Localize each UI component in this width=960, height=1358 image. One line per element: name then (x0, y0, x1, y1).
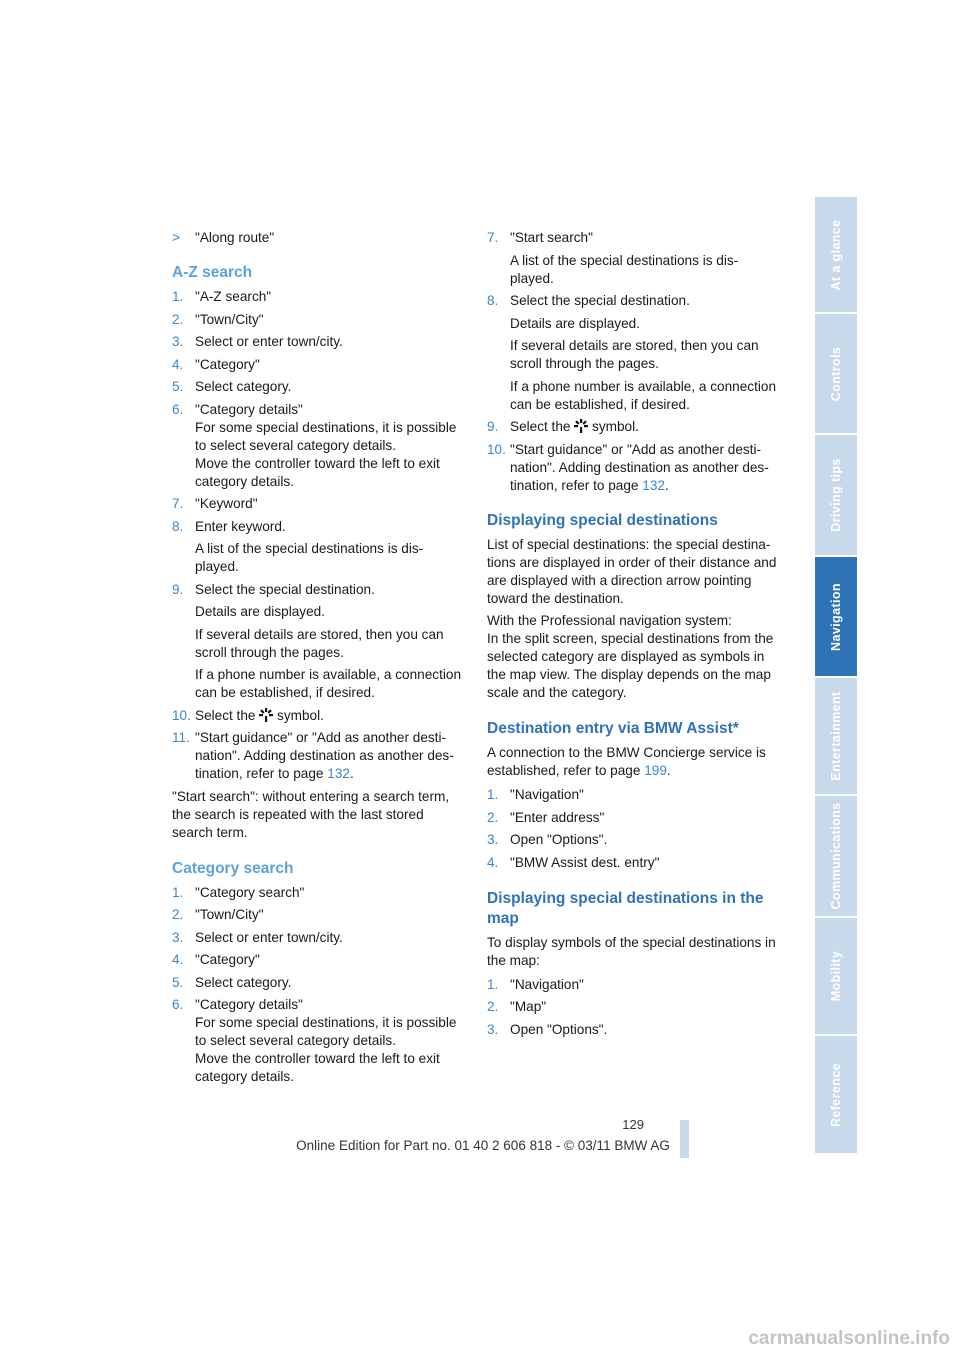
map-destinations-steps (487, 976, 779, 1039)
category-search-heading: Category search (172, 859, 294, 877)
step-item (487, 831, 779, 849)
step-item (172, 333, 464, 351)
step-body (510, 1021, 779, 1039)
side-tab-label: Reference (829, 1062, 843, 1127)
step-body (195, 996, 464, 1086)
bmw-assist-heading: Destination entry via BMW Assist* (487, 720, 739, 737)
step-text: "Town/City" (195, 907, 264, 922)
step-item (172, 729, 464, 783)
step-detail: If a phone number is available, a connection can be established, if desired. (510, 378, 777, 412)
step-number: 2. (487, 809, 499, 825)
step-detail: If several details are stored, then you can scroll through the pages. (510, 338, 759, 371)
step-number: 1. (172, 884, 184, 900)
bullet-marker: > (172, 230, 180, 245)
step-text: "Category details" For some special destinations, it is possible to select several category details. Move the controller toward the left to exit category details. (195, 401, 457, 489)
step-body (510, 831, 779, 849)
step-detail: A list of the special destinations is dis-played. (510, 252, 739, 286)
step-item (172, 378, 464, 396)
step-end: . (664, 477, 669, 493)
step-text: symbol. (592, 419, 639, 434)
step-text: "Start guidance" or "Add as another desti-nation". Adding destination as another des-tination, refer to page (195, 730, 454, 781)
step-text: "A-Z search" (195, 289, 272, 304)
step-number: 4. (172, 356, 184, 372)
step-number: 2. (487, 999, 499, 1014)
step-text: symbol. (277, 707, 324, 723)
step-text: Select the special destination. (510, 293, 690, 308)
step-item (487, 441, 779, 495)
step-number: 3. (487, 832, 499, 847)
step-item (172, 288, 464, 306)
step-body (510, 809, 779, 827)
side-tabs (815, 197, 857, 1155)
side-tab-label: Driving tips (829, 458, 843, 532)
step-item (487, 998, 779, 1016)
step-number: 3. (487, 1021, 499, 1037)
step-body (510, 786, 779, 804)
side-tab-entertainment[interactable] (815, 678, 857, 796)
step-number: 8. (487, 293, 499, 308)
step-text: "BMW Assist dest. entry" (510, 854, 660, 870)
page-number: 129 (622, 1117, 644, 1132)
step-number: 8. (172, 518, 184, 534)
step-item (487, 1021, 779, 1039)
step-text: "Enter address" (510, 809, 605, 825)
step-number: 7. (487, 230, 499, 245)
side-tab-controls[interactable] (815, 314, 857, 435)
step-item (172, 356, 464, 374)
step-text: Select or enter town/city. (195, 929, 343, 945)
step-text: "Category search" (195, 884, 305, 900)
step-number: 1. (487, 976, 499, 992)
side-tab-label: At a glance (829, 218, 843, 291)
right-column (487, 229, 779, 1043)
step-number: 4. (172, 952, 184, 967)
step-detail: Details are displayed. (195, 604, 325, 619)
step-detail: If several details are stored, then you can scroll through the pages. (195, 626, 444, 660)
step-body (510, 441, 779, 495)
step-text: "Category" (195, 356, 260, 372)
step-text: Select category. (195, 379, 292, 394)
step-item (487, 229, 779, 288)
step-body (195, 518, 464, 536)
step-text: Enter keyword. (195, 518, 286, 534)
step-body (195, 974, 464, 992)
side-tab-label: Entertainment (829, 691, 843, 781)
step-number: 7. (172, 496, 184, 511)
step-body (510, 976, 779, 994)
step-body (510, 292, 779, 310)
step-item (487, 854, 779, 872)
step-item (172, 929, 464, 947)
step-body (510, 854, 779, 872)
step-number: 11. (172, 730, 190, 745)
special-destination-symbol-icon (259, 708, 273, 722)
side-tab-at-a-glance[interactable] (815, 197, 857, 314)
displaying-paragraph-2: With the Professional navigation system: In the split screen, special destinations from the selected category are displayed as symbols in the map view. The display depends on the map scale and the category. (487, 613, 774, 700)
displaying-paragraph-1: List of special destinations: the special destina-tions are displayed in order of their distance and are displayed with a direction arrow pointing toward the destination. (487, 536, 777, 606)
step-body (195, 356, 464, 374)
step-text: Select the (195, 707, 256, 723)
step-body (195, 906, 464, 924)
step-item (487, 976, 779, 994)
step-body (195, 288, 464, 306)
step-item (172, 884, 464, 902)
step-item (172, 974, 464, 992)
step-item (487, 786, 779, 804)
step-item (172, 996, 464, 1086)
side-tab-label: Mobility (829, 950, 843, 1002)
side-tab-label: Navigation (829, 582, 843, 651)
az-search-heading: A-Z search (172, 264, 253, 281)
side-tab-communications[interactable] (815, 796, 857, 918)
step-item (172, 311, 464, 329)
step-item (172, 951, 464, 969)
step-item (172, 906, 464, 924)
az-search-note: "Start search": without entering a search term, the search is repeated with the last stored search term. (172, 788, 450, 840)
map-destinations-paragraph: To display symbols of the special destinations in the map: (487, 934, 776, 968)
step-number: 6. (172, 997, 184, 1012)
step-detail: Details are displayed. (510, 315, 640, 331)
displaying-special-destinations-heading: Displaying special destinations (487, 511, 718, 529)
footer-text: Online Edition for Part no. 01 40 2 606 818 - © 03/11 BMW AG (296, 1138, 670, 1153)
step-number: 3. (172, 334, 184, 349)
step-body (510, 418, 779, 436)
step-body (510, 229, 779, 247)
bmw-assist-text: A connection to the BMW Concierge service is established, refer to page (487, 745, 766, 778)
category-search-steps (172, 884, 464, 1087)
bmw-assist-paragraph (487, 744, 779, 780)
step-text: "Start search" (510, 230, 593, 245)
step-body (195, 311, 464, 329)
step-text: "Category" (195, 952, 260, 967)
side-tab-mobility[interactable] (815, 918, 857, 1036)
step-body (195, 581, 464, 599)
continued-steps (487, 229, 779, 495)
step-body (195, 729, 464, 783)
step-number: 2. (172, 907, 184, 922)
step-text: Select the special destination. (195, 581, 375, 597)
step-body (195, 378, 464, 396)
step-number: 5. (172, 379, 184, 394)
left-column (172, 229, 464, 1091)
step-text: "Navigation" (510, 976, 584, 992)
step-text: "Category details" For some special destinations, it is possible to select several category details. Move the controller toward the left to exit category details. (195, 997, 457, 1084)
step-body (510, 998, 779, 1016)
step-text: "Start guidance" or "Add as another desti-nation". Adding destination as another des-tination, refer to page (510, 441, 769, 493)
step-item (172, 581, 464, 703)
step-text: Select or enter town/city. (195, 334, 343, 349)
step-text: "Town/City" (195, 311, 264, 327)
side-tab-label: Communications (829, 802, 843, 910)
step-number: 5. (172, 974, 184, 990)
step-detail: If a phone number is available, a connection can be established, if desired. (195, 667, 462, 700)
page-link-199[interactable]: 199 (644, 763, 667, 778)
page-link[interactable]: 132 (327, 766, 350, 781)
step-item (172, 518, 464, 577)
side-tab-navigation[interactable] (815, 557, 857, 678)
step-item (487, 418, 779, 436)
step-number: 10. (172, 707, 191, 723)
step-text: "Keyword" (195, 496, 258, 511)
step-number: 10. (487, 441, 506, 457)
side-tab-label: Controls (829, 346, 843, 401)
step-number: 9. (487, 419, 499, 434)
step-number: 4. (487, 854, 499, 870)
step-body (195, 951, 464, 969)
step-number: 1. (172, 289, 184, 304)
step-text: Select the (510, 419, 571, 434)
step-number: 6. (172, 401, 184, 417)
az-search-steps (172, 288, 464, 783)
step-detail: A list of the special destinations is dis-played. (195, 541, 424, 574)
step-item (172, 495, 464, 513)
step-end: . (349, 766, 354, 781)
step-body (195, 401, 464, 491)
step-item (172, 707, 464, 725)
bullet-along-route (172, 229, 464, 247)
step-body (195, 333, 464, 351)
step-text: "Navigation" (510, 787, 584, 802)
step-number: 2. (172, 311, 184, 327)
watermark: carmanualsonline.info (748, 1328, 950, 1349)
step-text: Open "Options". (510, 1021, 608, 1037)
step-number: 9. (172, 581, 184, 597)
step-body (195, 929, 464, 947)
step-body (195, 884, 464, 902)
step-item (172, 401, 464, 491)
step-item (487, 292, 779, 414)
step-number: 1. (487, 787, 499, 802)
bullet-text: "Along route" (195, 230, 275, 245)
map-destinations-heading: Displaying special destinations in the map (487, 889, 764, 927)
step-body (195, 707, 464, 725)
step-text: "Map" (510, 999, 547, 1014)
side-tab-driving-tips[interactable] (815, 435, 857, 557)
bmw-assist-steps (487, 786, 779, 872)
bmw-assist-end: . (666, 763, 671, 778)
page-link[interactable]: 132 (642, 477, 665, 493)
step-item (487, 809, 779, 827)
step-number: 3. (172, 929, 184, 945)
step-body (195, 495, 464, 513)
special-destination-symbol-icon (574, 419, 588, 433)
step-text: Open "Options". (510, 832, 608, 847)
step-text: Select category. (195, 974, 292, 990)
